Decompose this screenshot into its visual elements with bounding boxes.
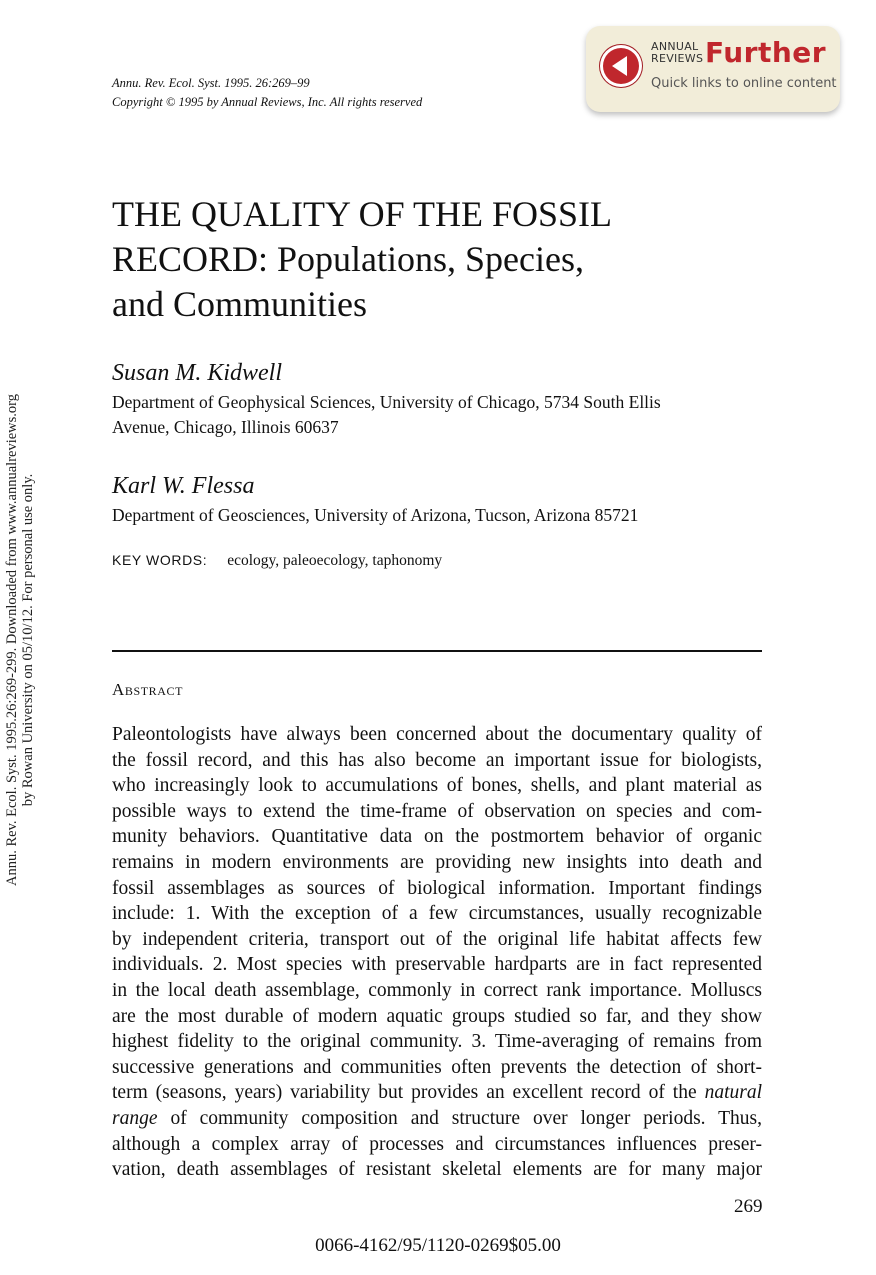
title-line3: and Communities — [112, 284, 367, 324]
badge-tagline: Quick links to online content — [651, 76, 837, 91]
citation — [112, 74, 422, 112]
abstract-line: although a complex array of processes and circumstances influences preser- — [112, 1133, 762, 1155]
citation-line1: Annu. Rev. Ecol. Syst. 1995. 26:269–99 — [112, 76, 310, 90]
abstract-emphasis: natural — [704, 1082, 763, 1104]
keywords-value: ecology, paleoecology, taphonomy — [227, 552, 443, 569]
abstract-line: Paleontologists have always been concerned about the documentary quality of — [112, 724, 762, 745]
badge-reviews: REVIEWS — [651, 52, 704, 65]
download-notice — [4, 394, 36, 886]
abstract-line: individuals. 2. Most species with preservable hardparts are in fact represented — [112, 954, 762, 976]
abstract-line: are the most durable of modern aquatic groups studied so far, and they show — [112, 1005, 762, 1027]
page-number: 269 — [734, 1196, 763, 1217]
abstract-line: by independent criteria, transport out of the original life habitat affects few — [112, 928, 762, 950]
abstract-line-text: term (seasons, years) variability but provides an excellent record of the — [112, 1082, 697, 1104]
download-notice-line2: by Rowan University on 05/10/12. For personal use only. — [20, 473, 36, 807]
abstract-line: in the local death assemblage, commonly in correct rank importance. Molluscs — [112, 979, 762, 1001]
abstract-heading: Abstract — [112, 680, 184, 699]
abstract-body — [112, 722, 762, 1183]
title-line1: THE QUALITY OF THE FOSSIL — [112, 194, 612, 234]
download-notice-line1: Annu. Rev. Ecol. Syst. 1995.26:269-299. Downloaded from www.annualreviews.org — [4, 394, 20, 886]
title-line2: RECORD: Populations, Species, — [112, 239, 585, 279]
citation-line2: Copyright © 1995 by Annual Reviews, Inc. All rights reserved — [112, 95, 423, 109]
abstract-line-text: of community composition and structure over longer periods. Thus, — [170, 1107, 762, 1129]
abstract-line: successive generations and communities often prevents the detection of short- — [112, 1056, 762, 1078]
affiliation-line: Avenue, Chicago, Illinois 60637 — [112, 417, 339, 437]
abstract-line — [112, 1106, 762, 1132]
keywords — [112, 552, 442, 570]
abstract-line: fossil assemblages as sources of biological information. Important findings — [112, 877, 762, 899]
affiliation-line: Department of Geosciences, University of Arizona, Tucson, Arizona 85721 — [112, 505, 639, 525]
author-affiliation — [112, 503, 752, 528]
abstract-line: munity behaviors. Quantitative data on the postmortem behavior of organic — [112, 826, 762, 848]
keywords-label: KEY WORDS: — [112, 552, 208, 568]
badge-further: Further — [705, 36, 827, 69]
abstract-emphasis: range — [112, 1107, 158, 1129]
abstract-line: who increasingly look to accumulations of bones, shells, and plant material as — [112, 775, 762, 797]
abstract-line: possible ways to extend the time-frame of observation on species and com- — [112, 800, 762, 822]
abstract-line: include: 1. With the exception of a few circumstances, usually recognizable — [112, 903, 762, 925]
abstract-line: highest fidelity to the original community. 3. Time-averaging of remains from — [112, 1031, 762, 1053]
annual-reviews-further-badge[interactable] — [586, 26, 840, 112]
badge-publisher — [651, 41, 703, 65]
badge-annual: ANNUAL — [651, 40, 699, 53]
abstract-line: vation, death assemblages of resistant skeletal elements are for many major — [112, 1159, 762, 1181]
affiliation-line: Department of Geophysical Sciences, University of Chicago, 5734 South Ellis — [112, 392, 661, 412]
abstract-line: remains in modern environments are providing new insights into death and — [112, 851, 762, 873]
article-title — [112, 192, 732, 327]
author-name: Karl W. Flessa — [112, 473, 255, 499]
play-back-icon — [600, 45, 642, 87]
author-name: Susan M. Kidwell — [112, 360, 283, 386]
abstract-line: the fossil record, and this has also become an important issue for biologists, — [112, 749, 762, 771]
abstract-line — [112, 1080, 762, 1106]
section-divider — [112, 650, 762, 652]
author-affiliation — [112, 390, 752, 440]
price-code: 0066-4162/95/1120-0269$05.00 — [315, 1235, 561, 1256]
